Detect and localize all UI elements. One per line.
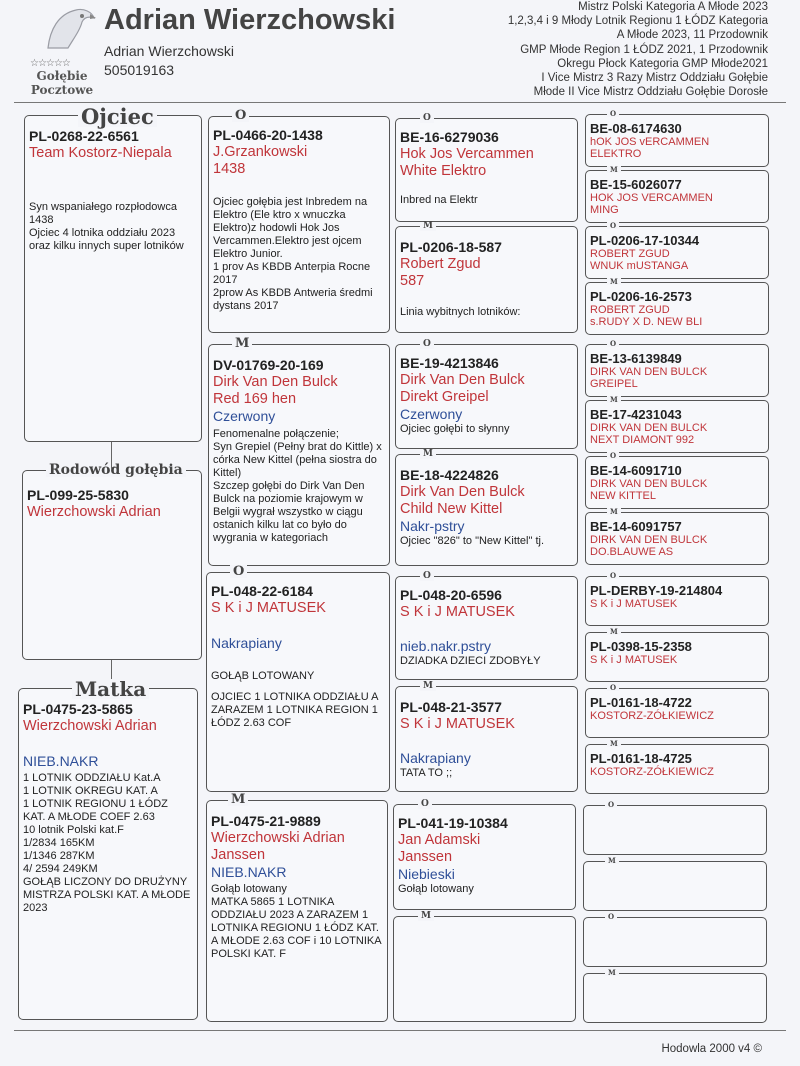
pigeon-name: Red 169 hen bbox=[213, 391, 297, 407]
pigeon-name: Direkt Greipel bbox=[400, 389, 489, 405]
breeder-name: Robert Zgud bbox=[400, 256, 481, 272]
note-line: Ojciec gołębia jest Inbredem na Elektro (Ele ktro x wnuczka Elektro)z hodowli Hok Jos Vercammen.Elektro jest ojcem Elektro Junior. bbox=[213, 196, 368, 260]
pigeon-id: BE-14-6091710 bbox=[590, 463, 682, 478]
sire-label: O bbox=[607, 110, 619, 117]
note-line: 1 LOTNIK OKREGU KAT. A bbox=[23, 785, 158, 797]
pigeon-color: NIEB.NAKR bbox=[23, 753, 99, 769]
dam-label: M bbox=[420, 682, 436, 691]
gen4-card bbox=[585, 400, 769, 453]
pigeon-note: DZIADKA DZIECI ZDOBYŁY bbox=[400, 655, 541, 667]
note-line: 1/2834 165KM bbox=[23, 837, 95, 849]
footer-text: Hodowla 2000 v4 © bbox=[661, 1043, 762, 1055]
note-line: LOTNIKA REGIONU 1 ŁÓDZ KAT. A MŁODE 2.63 COF i 10 LOTNIKA POLSKI KAT. F bbox=[211, 922, 381, 960]
pigeon-name: Janssen bbox=[211, 847, 266, 863]
breeder-name: hOK JOS vERCAMMEN bbox=[590, 136, 710, 148]
gen4-card-empty bbox=[583, 973, 767, 1023]
pigeon-id: PL-099-25-5830 bbox=[27, 487, 129, 503]
breeder-name: Wierzchowski Adrian bbox=[23, 718, 157, 734]
pigeon-color: Czerwony bbox=[400, 406, 463, 422]
father-card bbox=[24, 115, 202, 442]
pigeon-name: WNUK mUSTANGA bbox=[590, 260, 689, 272]
pigeon-name: Child New Kittel bbox=[400, 501, 503, 517]
pigeon-name: MING bbox=[590, 204, 619, 216]
achievements bbox=[368, 0, 768, 99]
gen4-card bbox=[585, 744, 769, 794]
pigeon-id: PL-0161-18-4722 bbox=[590, 695, 692, 710]
pigeon-name: 587 bbox=[400, 273, 425, 289]
pigeon-id: BE-18-4224826 bbox=[400, 467, 499, 483]
sire-label: O bbox=[420, 572, 434, 581]
pigeon-id: PL-0475-21-9889 bbox=[211, 813, 321, 829]
pigeon-id: BE-17-4231043 bbox=[590, 407, 682, 422]
dam-label: M bbox=[420, 450, 436, 459]
sire-label: O bbox=[420, 340, 434, 349]
gen4-card bbox=[585, 282, 769, 335]
gen4-card bbox=[585, 226, 769, 279]
pigeon-notes bbox=[29, 201, 197, 253]
pigeon-note: Linia wybitnych lotników: bbox=[400, 306, 521, 318]
breeder-name: Wierzchowski Adrian bbox=[211, 830, 345, 846]
breeder-name: S K i J MATUSEK bbox=[590, 598, 678, 610]
breeder-name: KOSTORZ-ZÓŁKIEWICZ bbox=[590, 766, 714, 778]
pigeon-id: PL-0206-17-10344 bbox=[590, 233, 700, 248]
pigeon-id: PL-0206-18-587 bbox=[400, 239, 502, 255]
pigeon-note: TATA TO ;; bbox=[400, 767, 453, 779]
breeder-name: DIRK VAN DEN BULCK bbox=[590, 366, 708, 378]
breeder-name: Hok Jos Vercammen bbox=[400, 146, 534, 162]
gen2-card bbox=[206, 800, 388, 1022]
gen3-card bbox=[395, 454, 578, 566]
pigeon-id: PL-0206-16-2573 bbox=[590, 289, 692, 304]
achievement-line: A Młode 2023, 11 Przodownik bbox=[616, 29, 768, 42]
pigeon-id: PL-048-20-6596 bbox=[400, 587, 502, 603]
gen4-card-empty bbox=[583, 917, 767, 967]
logo-text-1: Gołębie bbox=[36, 69, 88, 83]
gen4-card bbox=[585, 344, 769, 397]
pigeon-id: PL-041-19-10384 bbox=[398, 815, 508, 831]
pigeon-id: PL-048-22-6184 bbox=[211, 583, 313, 599]
note-line: Syn wspaniałego rozpłodowca 1438 bbox=[29, 201, 177, 226]
breeder-name: HOK JOS VERCAMMEN bbox=[590, 192, 713, 204]
note-line: MATKA 5865 1 LOTNIKA ODDZIAŁU 2023 A ZARAZEM 1 bbox=[211, 896, 369, 921]
breeder-name: Dirk Van Den Bulck bbox=[400, 484, 525, 500]
sire-label: O bbox=[418, 800, 432, 809]
pigeon-note: Ojciec "826" to "New Kittel" tj. bbox=[400, 535, 545, 547]
dam-label: M bbox=[607, 740, 621, 747]
father-label: Ojciec bbox=[78, 106, 157, 127]
breeder-name: S K i J MATUSEK bbox=[211, 600, 326, 616]
achievement-line: I Vice Mistrz 3 Razy Mistrz Oddziału Gołębie bbox=[541, 72, 768, 85]
gen4-card bbox=[585, 114, 769, 167]
pigeon-name: NEW KITTEL bbox=[590, 490, 657, 502]
pigeon-id: PL-0398-15-2358 bbox=[590, 639, 692, 654]
achievement-line: Mistrz Polski Kategoria A Młode 2023 bbox=[578, 1, 768, 13]
stars-icon: ☆☆☆☆☆ bbox=[30, 58, 70, 69]
pigeon-head-icon bbox=[40, 4, 96, 54]
gen4-card bbox=[585, 456, 769, 509]
gen3-card bbox=[395, 576, 578, 680]
breeder-name: ROBERT ZGUD bbox=[590, 248, 670, 260]
breeder-name: KOSTORZ-ZÓŁKIEWICZ bbox=[590, 710, 714, 722]
pigeon-id: PL-DERBY-19-214804 bbox=[590, 583, 723, 598]
note-line: KAT. A MŁODE COEF 2.63 bbox=[23, 811, 155, 823]
note-line: Gołąb lotowany bbox=[211, 883, 287, 895]
pigeon-id: PL-0466-20-1438 bbox=[213, 127, 323, 143]
pigeon-id: PL-0268-22-6561 bbox=[29, 128, 139, 144]
dam-label: M bbox=[607, 278, 621, 285]
dam-label: M bbox=[607, 508, 621, 515]
pigeon-notes bbox=[23, 772, 193, 915]
sire-label: O bbox=[605, 801, 617, 808]
pigeon-color: NIEB.NAKR bbox=[211, 864, 287, 880]
gen2-card bbox=[208, 344, 390, 566]
note-line: 1 LOTNIK REGIONU 1 ŁÓDZ bbox=[23, 798, 168, 810]
pigeon-name: 1438 bbox=[213, 161, 246, 177]
achievement-line: Okregu Płock Kategoria GMP Młode2021 bbox=[557, 57, 768, 70]
connector-line bbox=[111, 442, 112, 470]
breeder-name: DIRK VAN DEN BULCK bbox=[590, 478, 708, 490]
dam-label: M bbox=[420, 222, 436, 231]
breeder-name: S K i J MATUSEK bbox=[400, 604, 515, 620]
dam-label: M bbox=[418, 912, 434, 921]
pigeon-color: Czerwony bbox=[213, 408, 276, 424]
achievement-line: GMP Młode Region 1 ŁÓDZ 2021, 1 Przodownik bbox=[520, 43, 768, 56]
note-line: Szczep gołębi do Dirk Van Den Bulck na poziomie krajowym w Belgii wygrał wszystko w ciągu ostanich kilku lat co było do wygrania w kategoriach bbox=[213, 480, 365, 544]
note-line: GOŁĄB LOTOWANY bbox=[211, 670, 315, 682]
footer-divider bbox=[14, 1030, 786, 1031]
breeder-name: ROBERT ZGUD bbox=[590, 304, 670, 316]
note-line: Fenomenalne połączenie; bbox=[213, 428, 339, 440]
dam-label: M bbox=[232, 337, 252, 350]
logo-text-2: Pocztowe bbox=[30, 83, 94, 97]
breeder-name: Jan Adamski bbox=[398, 832, 481, 848]
sire-label: O bbox=[420, 114, 434, 123]
owner-name: Adrian Wierzchowski bbox=[104, 43, 234, 59]
note-line: Ojciec 4 lotnika oddziału 2023 oraz kilku innych super lotników bbox=[29, 227, 184, 252]
breeder-name: S K i J MATUSEK bbox=[400, 716, 515, 732]
gen4-card bbox=[585, 170, 769, 223]
gen4-card-empty bbox=[583, 861, 767, 911]
note-line: 10 lotnik Polski kat.F bbox=[23, 824, 124, 836]
sire-label: O bbox=[230, 565, 247, 578]
pigeon-color: Nakrapiany bbox=[400, 750, 471, 766]
pedigree-label: Rodowód gołębia bbox=[46, 463, 186, 477]
pigeon-id: DV-01769-20-169 bbox=[213, 357, 324, 373]
pigeon-id: BE-16-6279036 bbox=[400, 129, 499, 145]
breeder-name: S K i J MATUSEK bbox=[590, 654, 678, 666]
gen4-card bbox=[585, 632, 769, 682]
dam-label: M bbox=[605, 857, 619, 864]
gen4-card-empty bbox=[583, 805, 767, 855]
note-line: OJCIEC 1 LOTNIKA ODDZIAŁU A ZARAZEM 1 LOTNIKA REGION 1 ŁÓDZ 2.63 COF bbox=[211, 691, 378, 729]
logo bbox=[26, 4, 98, 96]
note-line: 4/ 2594 249KM bbox=[23, 863, 98, 875]
pigeon-name: ELEKTRO bbox=[590, 148, 642, 160]
pigeon-notes bbox=[213, 196, 385, 313]
note-line: Syn Grepiel (Pełny brat do Kittle) x córka New Kittel (pełna siostra do Kittel) bbox=[213, 441, 382, 479]
pigeon-note: Gołąb lotowany bbox=[398, 883, 474, 895]
note-line: GOŁĄB LICZONY DO DRUŻYNY MISTRZA POLSKI KAT. A MŁODE 2023 bbox=[23, 876, 191, 914]
dam-label: M bbox=[607, 396, 621, 403]
gen3-card bbox=[395, 344, 578, 449]
page-title: Adrian Wierzchowski bbox=[104, 4, 396, 36]
sire-label: O bbox=[607, 452, 619, 459]
gen3-card bbox=[395, 226, 578, 333]
breeder-name: DIRK VAN DEN BULCK bbox=[590, 422, 708, 434]
breeder-name: DIRK VAN DEN BULCK bbox=[590, 534, 708, 546]
pigeon-color: Nakrapiany bbox=[211, 635, 282, 651]
dam-label: M bbox=[607, 166, 621, 173]
mother-card bbox=[18, 688, 198, 1020]
note-line: 1 LOTNIK ODDZIAŁU Kat.A bbox=[23, 772, 161, 784]
owner-phone: 505019163 bbox=[104, 62, 175, 78]
gen4-card bbox=[585, 512, 769, 565]
gen3-card bbox=[395, 686, 578, 792]
dam-label: M bbox=[605, 969, 619, 976]
pigeon-id: BE-13-6139849 bbox=[590, 351, 682, 366]
pigeon-note: Ojciec gołębi to słynny bbox=[400, 423, 510, 435]
achievement-line: Młode II Vice Mistrz Oddziału Gołębie Dorosłe bbox=[533, 86, 768, 99]
gen2-card bbox=[208, 116, 390, 333]
dam-label: M bbox=[228, 793, 248, 806]
header-divider bbox=[14, 102, 786, 103]
gen3-card bbox=[393, 804, 576, 910]
pigeon-note: Inbred na Elektr bbox=[400, 194, 478, 206]
sire-label: O bbox=[607, 684, 619, 691]
note-line: 1/1346 287KM bbox=[23, 850, 95, 862]
gen4-card bbox=[585, 576, 769, 626]
sire-label: O bbox=[607, 340, 619, 347]
pigeon-notes bbox=[211, 670, 385, 730]
pigeon-color: Niebieski bbox=[398, 866, 455, 882]
breeder-name: Dirk Van Den Bulck bbox=[400, 372, 525, 388]
sire-label: O bbox=[607, 222, 619, 229]
pigeon-notes bbox=[213, 428, 385, 545]
sire-label: O bbox=[232, 109, 249, 122]
pigeon-name: NEXT DIAMONT 992 bbox=[590, 434, 695, 446]
pigeon-id: PL-048-21-3577 bbox=[400, 699, 502, 715]
breeder-name: Team Kostorz-Niepala bbox=[29, 145, 172, 161]
pigeon-id: BE-19-4213846 bbox=[400, 355, 499, 371]
sire-label: O bbox=[607, 572, 619, 579]
achievement-line: 1,2,3,4 i 9 Młody Lotnik Regionu 1 ŁÓDZ Kategoria bbox=[507, 15, 768, 28]
pigeon-name: White Elektro bbox=[400, 163, 487, 179]
pigeon-name: DO.BLAUWE AS bbox=[590, 546, 674, 558]
subject-card bbox=[22, 470, 202, 660]
gen4-card bbox=[585, 688, 769, 738]
pigeon-id: BE-15-6026077 bbox=[590, 177, 682, 192]
note-line: 1 prov As KBDB Anterpia Rocne 2017 bbox=[213, 261, 371, 286]
gen3-card bbox=[395, 118, 578, 222]
breeder-name: Wierzchowski Adrian bbox=[27, 504, 161, 520]
dam-label: M bbox=[607, 628, 621, 635]
pigeon-id: BE-08-6174630 bbox=[590, 121, 682, 136]
pigeon-name: Janssen bbox=[398, 849, 453, 865]
breeder-name: Dirk Van Den Bulck bbox=[213, 374, 338, 390]
mother-label: Matka bbox=[72, 679, 149, 699]
pigeon-notes bbox=[211, 883, 383, 961]
pigeon-id: BE-14-6091757 bbox=[590, 519, 682, 534]
gen2-card bbox=[206, 572, 390, 792]
note-line: 2prow As KBDB Antweria średmi dystans 2017 bbox=[213, 287, 373, 312]
sire-label: O bbox=[605, 913, 617, 920]
pigeon-id: PL-0161-18-4725 bbox=[590, 751, 692, 766]
pigeon-color: Nakr-pstry bbox=[400, 518, 465, 534]
pigeon-color: nieb.nakr.pstry bbox=[400, 638, 492, 654]
pigeon-name: s.RUDY X D. NEW BLI bbox=[590, 316, 703, 328]
breeder-name: J.Grzankowski bbox=[213, 144, 308, 160]
pigeon-name: GREIPEL bbox=[590, 378, 638, 390]
gen3-card-empty bbox=[393, 916, 576, 1022]
pigeon-id: PL-0475-23-5865 bbox=[23, 701, 133, 717]
